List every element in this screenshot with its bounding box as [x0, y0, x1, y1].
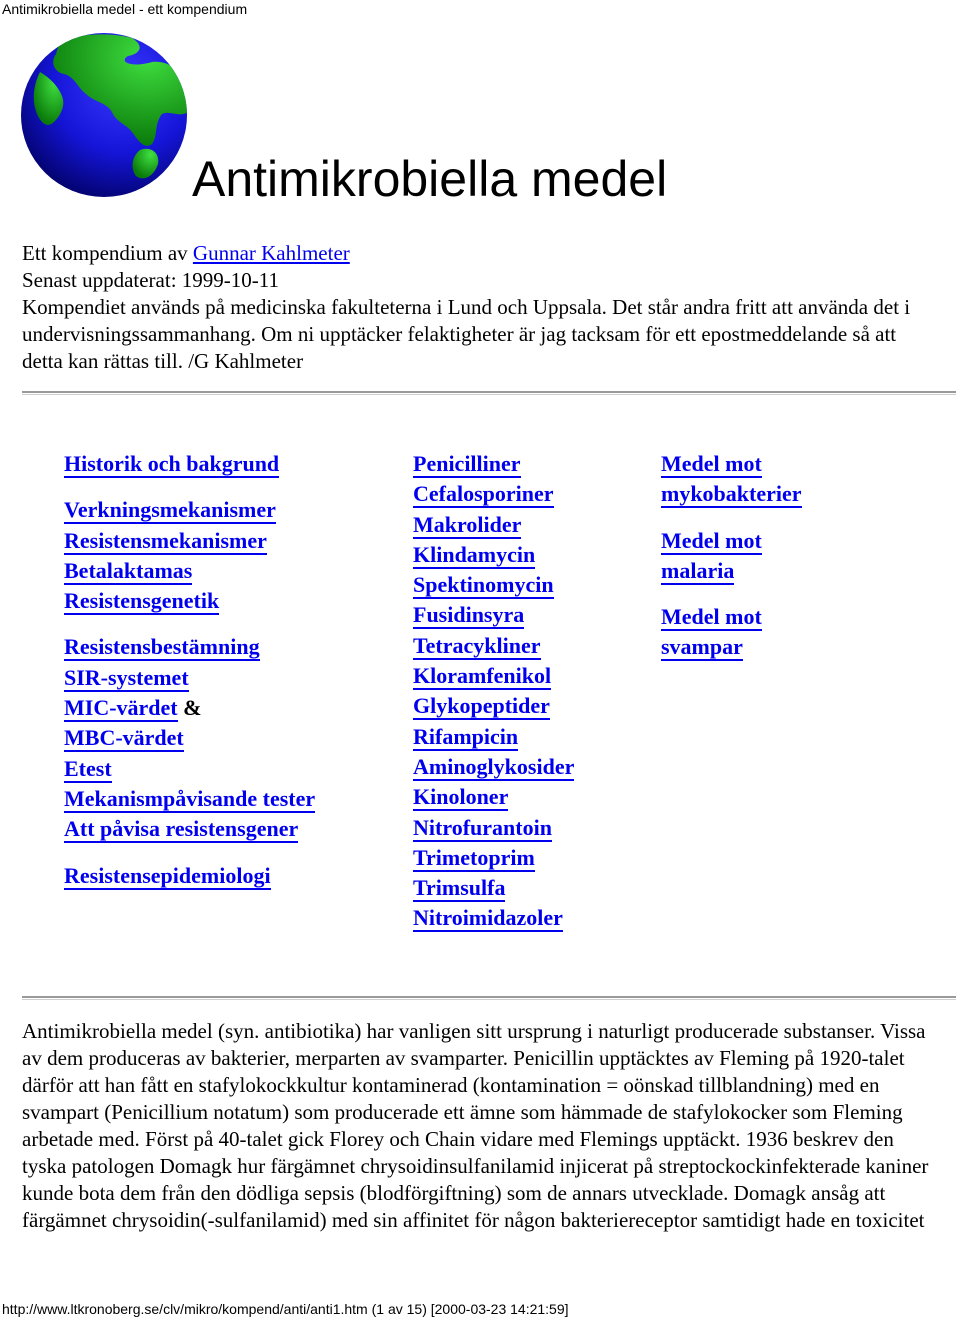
author-line	[22, 240, 942, 267]
toc-link-resistensgener[interactable]: Att påvisa resistensgener	[64, 816, 299, 842]
toc-link-drug[interactable]: Klindamycin	[413, 541, 536, 567]
usage-text: Kompendiet används på medicinska fakulteterna i Lund och Uppsala. Det står andra fritt att använda det i undervisningssammanhang. Om ni upptäcker felaktigheter är jag tacksam för ett epostmeddelande så att detta kan rättas till. /G Kahlmeter	[22, 295, 911, 373]
toc-link-drug[interactable]: Aminoglykosider	[413, 753, 575, 779]
toc-link-resistensgenetik[interactable]: Resistensgenetik	[64, 588, 220, 614]
updated-line: Senast uppdaterat: 1999-10-11	[22, 268, 279, 292]
toc-link-verkningsmekanismer[interactable]: Verkningsmekanismer	[64, 497, 276, 523]
toc-column-3	[661, 449, 861, 663]
divider-bottom	[22, 996, 956, 999]
toc-column-2	[413, 449, 653, 934]
toc-link-malaria-2[interactable]: malaria	[661, 557, 735, 583]
body-text	[22, 1018, 942, 1234]
body-paragraph: Antimikrobiella medel (syn. antibiotika) har vanligen sitt ursprung i naturligt producerade substanser. Vissa av dem produceras av bakterier, merparten av svamparter. Penicillin upptäcktes av Fleming på 1920-talet därför att han fått en stafylokockkultur kontaminerad (kontamination = oönskad tillblandning) med en svampart (Penicillium notatum) som producerade ett ämne som hämmade de stafylokocker som Fleming arbetade med. Först på 40-talet gick Florey och Chain vidare med Flemings upptäckt. 1936 beskrev den tyska patologen Domagk hur färgämnet chrysoidinsulfanilamid injicerat på streptockockinfekterade kaniner kunde bota dem från den dödliga sepsis (blodförgiftning) som de annars utvecklade. Domagk ansåg att färgämnet chrysoidin(-sulfanilamid) med sin affinitet för någon bakteriereceptor samtidigt hade en toxicitet	[22, 1019, 929, 1232]
print-header-title: Antimikrobiella medel - ett kompendium	[2, 1, 248, 17]
author-prefix: Ett kompendium av	[22, 241, 193, 265]
toc-link-betalaktamas[interactable]: Betalaktamas	[64, 557, 193, 583]
toc-link-drug[interactable]: Kloramfenikol	[413, 663, 552, 689]
ampersand: &	[177, 695, 202, 721]
toc-link-drug[interactable]: Nitrofurantoin	[413, 814, 552, 840]
toc-link-drug[interactable]: Glykopeptider	[413, 693, 550, 719]
toc-link-resistensepidemiologi[interactable]: Resistensepidemiologi	[64, 862, 271, 888]
toc-link-svampar-2[interactable]: svampar	[661, 634, 743, 660]
toc-link-drug[interactable]: Cefalosporiner	[413, 481, 554, 507]
toc-link-drug[interactable]: Makrolider	[413, 511, 522, 537]
toc-link-resistensbestamning[interactable]: Resistensbestämning	[64, 634, 260, 660]
toc-link-resistensmekanismer[interactable]: Resistensmekanismer	[64, 527, 267, 553]
toc-link-malaria-1[interactable]: Medel mot	[661, 527, 762, 553]
toc-link-svampar-1[interactable]: Medel mot	[661, 604, 762, 630]
intro-block	[22, 240, 942, 375]
toc-link-mekanismpavisande[interactable]: Mekanismpåvisande tester	[64, 785, 316, 811]
toc-link-drug[interactable]: Trimetoprim	[413, 844, 535, 870]
author-link[interactable]: Gunnar Kahlmeter	[192, 241, 350, 265]
toc-link-drug[interactable]: Nitroimidazoler	[413, 905, 563, 931]
toc-link-mykobakterier-1[interactable]: Medel mot	[661, 451, 762, 476]
toc-link-drug[interactable]: Kinoloner	[413, 784, 509, 810]
toc-link-historik[interactable]: Historik och bakgrund	[64, 451, 280, 476]
toc-link-drug[interactable]: Rifampicin	[413, 723, 519, 749]
toc-link-drug[interactable]: Tetracykliner	[413, 632, 541, 658]
print-footer-url: http://www.ltkronoberg.se/clv/mikro/kompend/anti/anti1.htm (1 av 15) [2000-03-23 14:21:59]	[2, 1301, 569, 1317]
toc-link-mykobakterier-2[interactable]: mykobakterier	[661, 481, 802, 507]
toc-link-mbc-vardet[interactable]: MBC-värdet	[64, 725, 184, 751]
toc-link-etest[interactable]: Etest	[64, 755, 112, 781]
page-title: Antimikrobiella medel	[192, 151, 668, 207]
globe-icon	[20, 32, 188, 198]
toc-link-drug[interactable]: Trimsulfa	[413, 875, 506, 901]
toc-link-drug[interactable]: Penicilliner	[413, 451, 521, 476]
toc-link-sir-systemet[interactable]: SIR-systemet	[64, 664, 189, 690]
toc-link-mic-vardet[interactable]: MIC-värdet	[64, 695, 178, 721]
divider-top	[22, 391, 956, 394]
toc-column-1	[64, 449, 404, 891]
toc-link-drug[interactable]: Fusidinsyra	[413, 602, 525, 628]
toc-link-drug[interactable]: Spektinomycin	[413, 572, 554, 598]
